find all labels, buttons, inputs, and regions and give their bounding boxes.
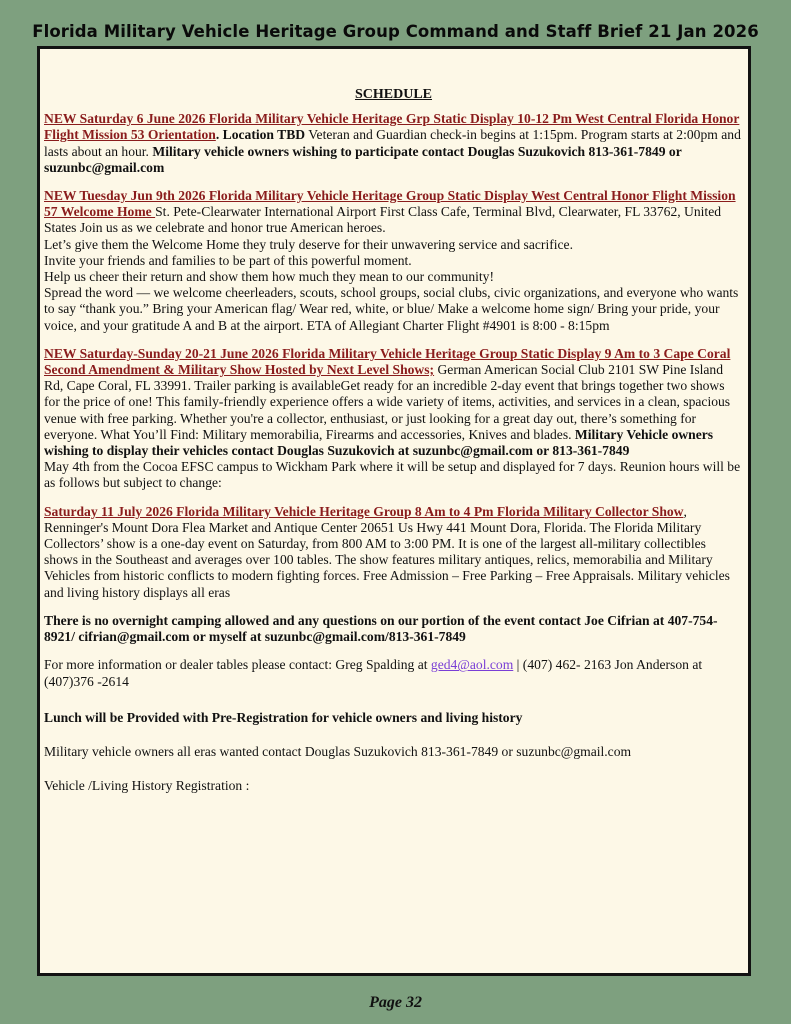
event-details: St. Pete-Clearwater International Airport First Class Cafe, Terminal Blvd, Clearwater, FL 33762, United States Join us as we celebrate and honor true American heroes.: [44, 204, 722, 236]
event-details: May 4th from the Cocoa EFSC campus to Wickham Park where it will be setup and displayed for 7 days. Reunion hours will be as follows but subject to change:: [44, 459, 741, 491]
dealer-info-phone: | (407) 462- 2163 Jon Anderson at (407)376 -2614: [44, 657, 703, 689]
event-contact: Military vehicle owners wishing to participate contact Douglas Suzukovich 813-361-7849 or suzunbc@gmail.com: [44, 143, 682, 175]
event-honor-flight-53: [44, 111, 743, 176]
event-heading: NEW Saturday 6 June 2026 Florida Military Vehicle Heritage Grp Static Display 10-12 Pm West Central Florida Honor Flight Mission 53 Orientation: [44, 111, 740, 143]
event-details: Help us cheer their return and show them how much they mean to our community!: [44, 269, 494, 285]
event-details: Invite your friends and families to be part of this powerful moment.: [44, 252, 412, 268]
page-number: Page 32: [369, 994, 422, 1011]
dealer-info-text: For more information or dealer tables please contact: Greg Spalding at: [44, 657, 431, 673]
email-link[interactable]: ged4@aol.com: [430, 657, 514, 673]
schedule-title: SCHEDULE: [354, 87, 433, 102]
event-heading: NEW Saturday-Sunday 20-21 June 2026 Florida Military Vehicle Heritage Group Static Display 9 Am to 3 Cape Coral Second Amendment & Military Show Hosted by Next Level Shows;: [44, 345, 731, 378]
newsletter-header: Florida Military Vehicle Heritage Group Command and Staff Brief 21 Jan 2026: [32, 22, 759, 41]
event-contact: Military Vehicle owners wishing to display their vehicles contact Douglas Suzukovich at suzunbc@gmail.com or 813-361-7849: [44, 426, 714, 459]
event-honor-flight-57: [44, 188, 743, 334]
event-heading: Saturday 11 July 2026 Florida Military Vehicle Heritage Group 8 Am to 4 Pm Florida Military Collector Show: [44, 503, 684, 519]
event-details: Spread the word — we welcome cheerleaders, scouts, school groups, social clubs, civic organizations, and everyone who wants to say “thank you.” Bring your American flag/ Wear red, white, or blue/ Make a welcome home sign/ Bring your pride, your voice, and your gratitude A and B at the airport. ETA of Allegiant Charter Flight #4901 is 8:00 - 8:15pm: [44, 285, 739, 333]
event-details: German American Social Club 2101 SW Pine Island Rd, Cape Coral, FL 33991. Trailer parking is availableGet ready for an incredible 2-day event that brings together two shows for the price of one! This family-friendly experience offers a wide variety of items, activities, and services in a clean, spacious venue with free parking. Whether you're a collector, enthusiast, or just looking for a great day out, there’s something for everyone. What You’ll Find: Military memorabilia, Firearms and accessories, Knives and blades.: [44, 362, 731, 442]
event-details: Veteran and Guardian check-in begins at 1:15pm. Program starts at 2:00pm and lasts about an hour.: [44, 127, 741, 159]
event-details: Let’s give them the Welcome Home they truly deserve for their unwavering service and sacrifice.: [44, 236, 573, 252]
schedule-panel: [37, 46, 751, 976]
event-mount-dora-show: [44, 504, 743, 601]
dealer-info: [44, 657, 743, 689]
owners-notice: Military vehicle owners all eras wanted contact Douglas Suzukovich 813-361-7849 or suzunbc@gmail.com: [44, 743, 632, 759]
registration-label: Vehicle /Living History Registration :: [44, 778, 250, 794]
event-details: , Renninger's Mount Dora Flea Market and Antique Center 20651 Us Hwy 441 Mount Dora, Florida. The Florida Military Collectors’ show is a one-day event on Saturday, from 800 AM to 3:00 PM. It is one of the largest all-military collectibles shows in the Southeast and averages over 100 tables. The show features military antiques, relics, memorabilia and Military Vehicles from historic conflicts to modern fighting forces. Free Admission – Free Parking – Free Appraisals. Military vehicles and living history displays all eras: [44, 503, 730, 600]
event-location: . Location TBD: [215, 127, 306, 143]
event-heading: NEW Tuesday Jun 9th 2026 Florida Military Vehicle Heritage Group Static Display West Central Honor Flight Mission 57 Welcome Home: [44, 188, 736, 220]
event-cape-coral-show: [44, 346, 743, 492]
lunch-notice: Lunch will be Provided with Pre-Registration for vehicle owners and living history: [44, 709, 523, 725]
camping-notice: There is no overnight camping allowed and any questions on our portion of the event contact Joe Cifrian at 407-754-8921/ cifrian@gmail.com or myself at suzunbc@gmail.com/813-361-7849: [44, 612, 718, 645]
